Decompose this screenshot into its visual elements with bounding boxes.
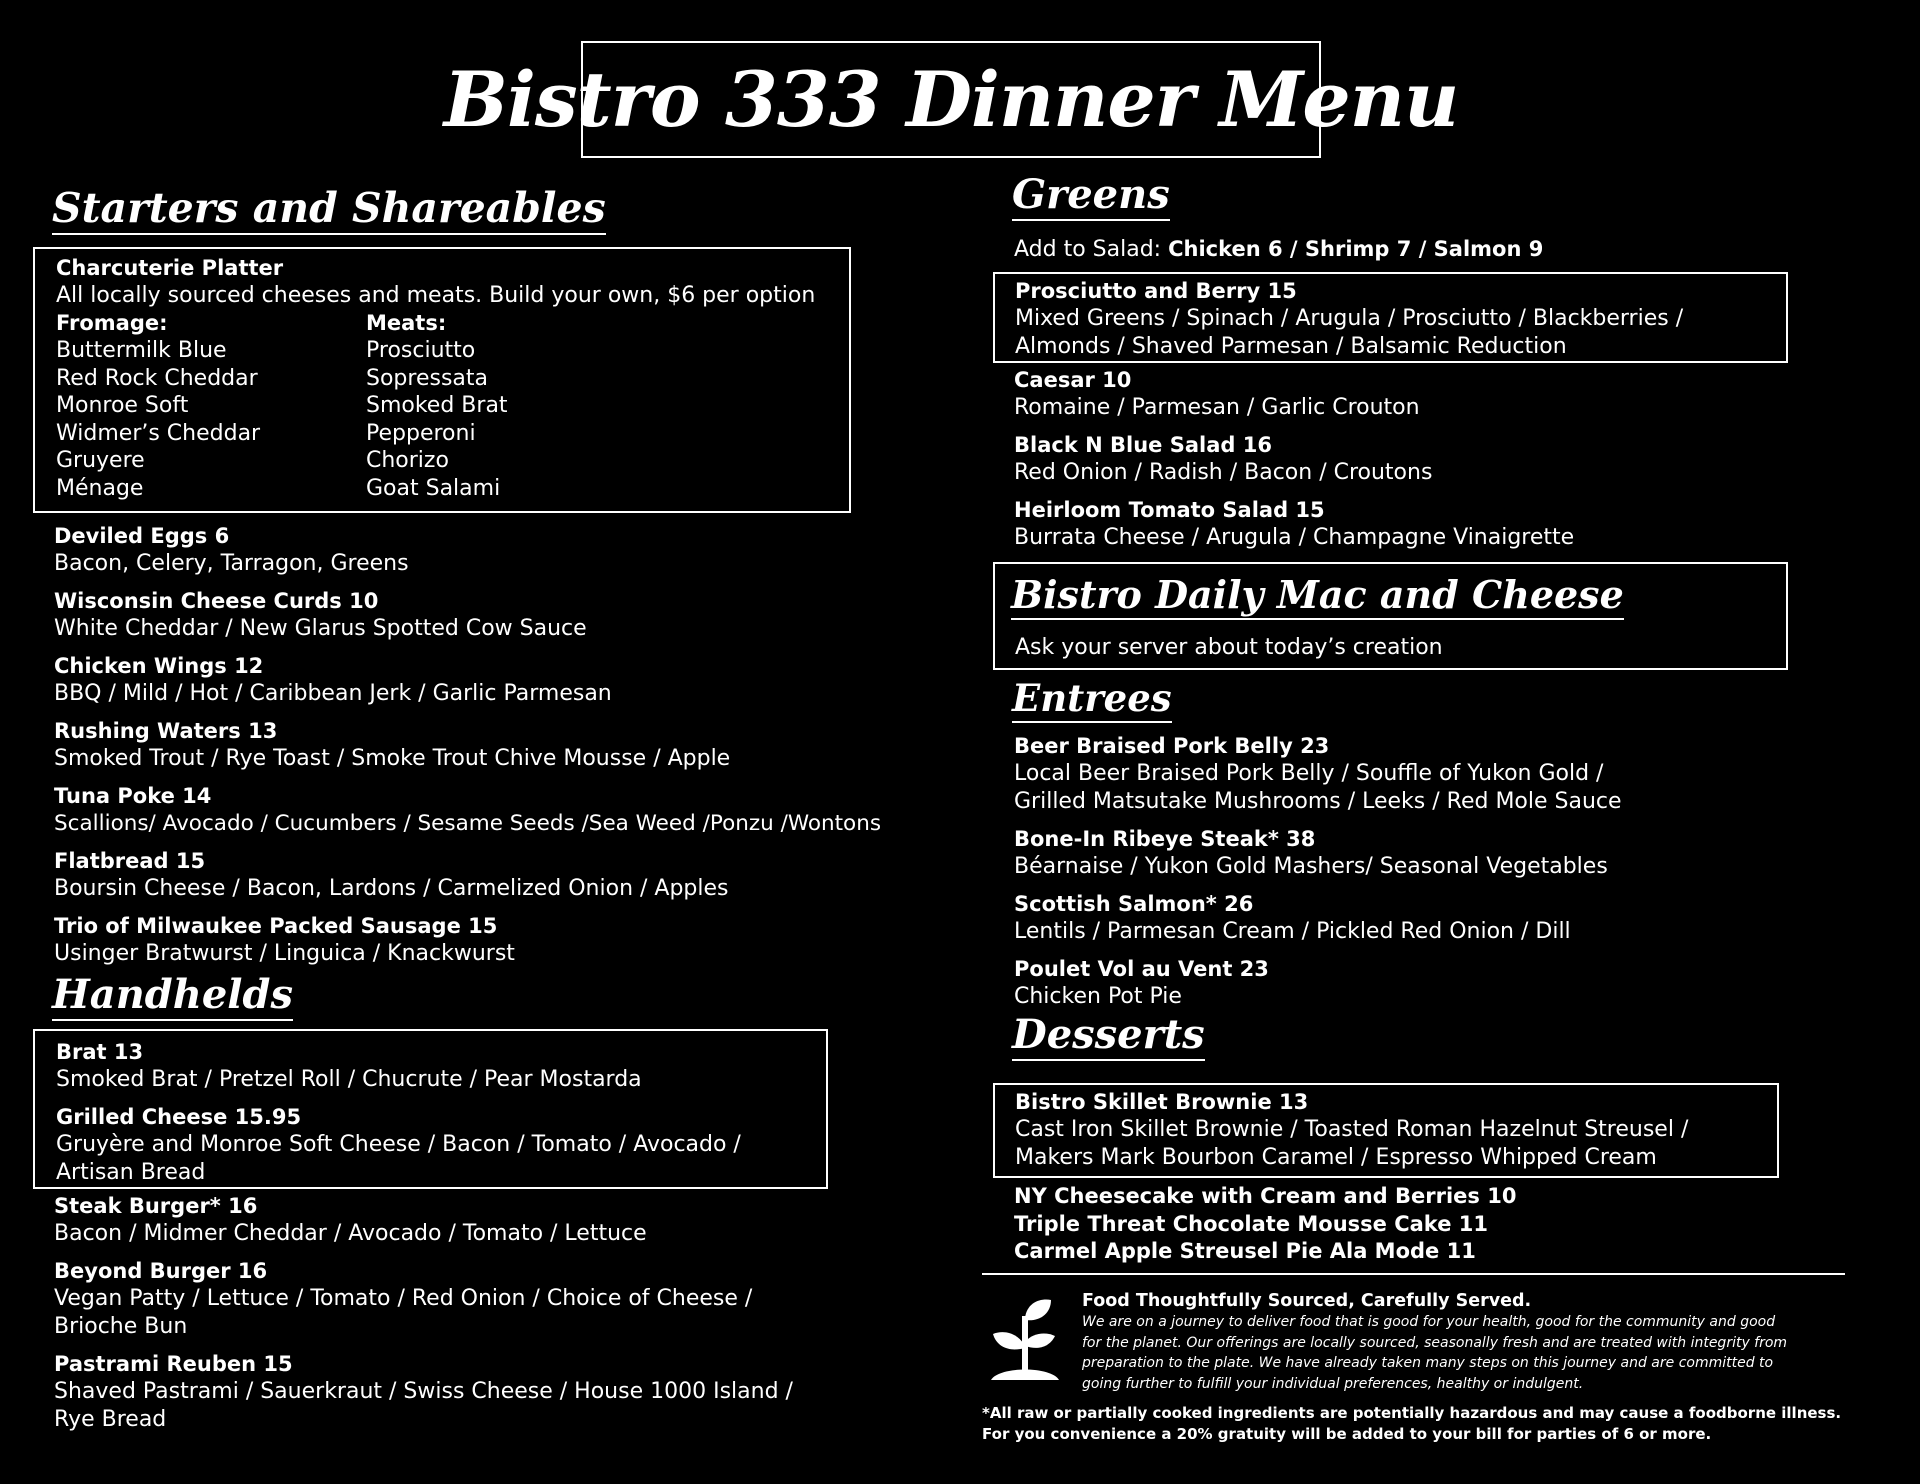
charcuterie-box	[33, 247, 851, 513]
handhelds-list	[54, 1192, 793, 1434]
item-desc: Bacon / Midmer Cheddar / Avocado / Tomato / Lettuce	[54, 1221, 647, 1246]
entrees-list	[1014, 732, 1622, 1011]
item-name: Wisconsin Cheese Curds 10	[54, 589, 379, 613]
menu-item	[1014, 496, 1574, 552]
fromage-item: Gruyere	[56, 448, 145, 473]
item-desc: Bacon, Celery, Tarragon, Greens	[54, 551, 409, 576]
handhelds-box	[33, 1029, 828, 1189]
item-desc: Usinger Bratwurst / Linguica / Knackwurst	[54, 941, 515, 966]
fromage-item: Buttermilk Blue	[56, 338, 227, 363]
item-desc: Boursin Cheese / Bacon, Lardons / Carmelized Onion / Apples	[54, 876, 729, 901]
charcuterie-options	[56, 310, 849, 503]
menu-item	[1015, 277, 1786, 361]
mac-heading: Bistro Daily Mac and Cheese	[1011, 576, 1624, 620]
fromage-item: Ménage	[56, 475, 144, 501]
item-desc: Artisan Bread	[56, 1160, 206, 1185]
footer-divider	[982, 1273, 1845, 1275]
footer-headline: Food Thoughtfully Sourced, Carefully Served.	[1082, 1291, 1532, 1311]
footer-body-line: We are on a journey to deliver food that is good for your health, good for the community and good	[1082, 1314, 1776, 1330]
item-desc: Béarnaise / Yukon Gold Mashers/ Seasonal Vegetables	[1014, 854, 1608, 879]
item-desc: Brioche Bun	[54, 1314, 188, 1339]
item-name: Black N Blue Salad 16	[1014, 433, 1272, 457]
dessert-item: Triple Threat Chocolate Mousse Cake 11	[1014, 1211, 1488, 1236]
item-desc: White Cheddar / New Glarus Spotted Cow Sauce	[54, 616, 587, 641]
menu-item	[54, 717, 881, 773]
item-name: Rushing Waters 13	[54, 719, 278, 743]
menu-item	[1014, 431, 1574, 487]
item-desc: BBQ / Mild / Hot / Caribbean Jerk / Garlic Parmesan	[54, 681, 612, 706]
handhelds-heading: Handhelds	[52, 975, 293, 1021]
menu-item	[54, 587, 881, 643]
meats-list	[366, 310, 508, 503]
item-name: Bone-In Ribeye Steak* 38	[1014, 827, 1316, 851]
meats-label: Meats:	[366, 310, 447, 335]
greens-heading: Greens	[1012, 175, 1170, 221]
menu-item	[54, 1350, 793, 1434]
fromage-list	[56, 310, 366, 503]
item-name: Heirloom Tomato Salad 15	[1014, 498, 1325, 522]
entrees-heading: Entrees	[1012, 680, 1172, 723]
item-desc: Rye Bread	[54, 1407, 167, 1432]
item-name: Deviled Eggs 6	[54, 524, 230, 548]
add-to-salad-options: Chicken 6 / Shrimp 7 / Salmon 9	[1168, 237, 1544, 261]
item-name: Poulet Vol au Vent 23	[1014, 957, 1269, 981]
desserts-heading: Desserts	[1012, 1015, 1205, 1061]
menu-item	[54, 782, 881, 838]
meat-item: Goat Salami	[366, 475, 501, 501]
footer-body-line: for the planet. Our offerings are locally sourced, seasonally fresh and are treated with integrity from	[1082, 1334, 1788, 1351]
item-name: Prosciutto and Berry 15	[1015, 279, 1297, 303]
item-desc: Chicken Pot Pie	[1014, 984, 1182, 1009]
starters-list	[54, 522, 881, 968]
mac-box	[993, 562, 1788, 670]
meat-item: Sopressata	[366, 365, 488, 391]
item-name: Flatbread 15	[54, 849, 206, 873]
meat-item: Prosciutto	[366, 338, 476, 363]
item-name: Scottish Salmon* 26	[1014, 892, 1254, 916]
charcuterie-name: Charcuterie Platter	[56, 256, 284, 280]
item-name: Beyond Burger 16	[54, 1259, 268, 1283]
footer-statement	[1082, 1290, 1787, 1394]
fromage-item: Widmer’s Cheddar	[56, 420, 261, 446]
meat-item: Smoked Brat	[366, 393, 508, 418]
menu-item	[1014, 732, 1622, 816]
menu-title-box	[443, 41, 1459, 158]
fromage-item: Red Rock Cheddar	[56, 365, 258, 391]
menu-item	[54, 1257, 793, 1341]
item-desc: Smoked Brat / Pretzel Roll / Chucrute / Pear Mostarda	[56, 1067, 642, 1092]
menu-item	[54, 652, 881, 708]
item-name: Trio of Milwaukee Packed Sausage 15	[54, 914, 498, 938]
item-desc: Gruyère and Monroe Soft Cheese / Bacon / Tomato / Avocado /	[56, 1132, 741, 1157]
menu-title: Bistro 333 Dinner Menu	[443, 54, 1459, 144]
footer-notes	[982, 1403, 1841, 1445]
greens-box	[993, 272, 1788, 363]
menu-item	[1015, 1088, 1777, 1172]
starters-heading: Starters and Shareables	[52, 188, 606, 235]
item-desc: Scallions/ Avocado / Cucumbers / Sesame Seeds /Sea Weed /Ponzu /Wontons	[54, 811, 882, 836]
charcuterie-desc: All locally sourced cheeses and meats. Build your own, $6 per option	[56, 283, 816, 308]
greens-list	[1014, 366, 1574, 552]
menu-item	[54, 847, 881, 903]
dessert-item: Carmel Apple Streusel Pie Ala Mode 11	[1014, 1239, 1476, 1263]
meat-item: Pepperoni	[366, 420, 476, 446]
footer-note: For you convenience a 20% gratuity will be added to your bill for parties of 6 or more.	[982, 1425, 1712, 1443]
fromage-item: Monroe Soft	[56, 393, 189, 418]
footer-note: *All raw or partially cooked ingredients are potentially hazardous and may cause a foodborne illness.	[982, 1404, 1842, 1422]
item-desc: Makers Mark Bourbon Caramel / Espresso Whipped Cream	[1015, 1145, 1657, 1170]
footer-body-line: going further to fulfill your individual preferences, healthy or indulgent.	[1082, 1375, 1584, 1392]
mac-desc: Ask your server about today’s creation	[1015, 635, 1443, 660]
meat-item: Chorizo	[366, 448, 449, 473]
menu-item	[54, 912, 881, 968]
item-desc: Cast Iron Skillet Brownie / Toasted Roman Hazelnut Streusel /	[1015, 1117, 1689, 1142]
item-name: Beer Braised Pork Belly 23	[1014, 734, 1330, 758]
desserts-list	[1014, 1183, 1516, 1266]
item-desc: Grilled Matsutake Mushrooms / Leeks / Red Mole Sauce	[1014, 789, 1622, 814]
item-name: Brat 13	[56, 1040, 144, 1064]
footer-body-line: preparation to the plate. We have already taken many steps on this journey and are committed to	[1082, 1355, 1774, 1371]
item-desc: Local Beer Braised Pork Belly / Souffle of Yukon Gold /	[1014, 761, 1604, 786]
item-desc: Burrata Cheese / Arugula / Champagne Vinaigrette	[1014, 525, 1575, 550]
item-name: Steak Burger* 16	[54, 1194, 258, 1218]
fromage-label: Fromage:	[56, 310, 168, 335]
item-desc: Red Onion / Radish / Bacon / Croutons	[1014, 460, 1433, 485]
menu-item	[1014, 955, 1622, 1011]
item-desc: Vegan Patty / Lettuce / Tomato / Red Onion / Choice of Cheese /	[54, 1286, 753, 1311]
menu-item	[54, 1192, 793, 1248]
menu-item	[56, 1103, 826, 1187]
item-desc: Smoked Trout / Rye Toast / Smoke Trout Chive Mousse / Apple	[54, 746, 731, 771]
item-desc: Romaine / Parmesan / Garlic Crouton	[1014, 395, 1420, 420]
add-to-salad-label: Add to Salad:	[1014, 237, 1162, 262]
dessert-item: NY Cheesecake with Cream and Berries 10	[1014, 1184, 1517, 1208]
menu-item	[1014, 890, 1622, 946]
item-name: Grilled Cheese 15.95	[56, 1105, 302, 1129]
item-desc: Shaved Pastrami / Sauerkraut / Swiss Cheese / House 1000 Island /	[54, 1379, 793, 1404]
menu-item	[56, 1038, 826, 1094]
item-name: Chicken Wings 12	[54, 654, 264, 678]
item-desc: Lentils / Parmesan Cream / Pickled Red Onion / Dill	[1014, 919, 1571, 944]
menu-item	[1014, 825, 1622, 881]
item-desc: Mixed Greens / Spinach / Arugula / Prosciutto / Blackberries /	[1015, 306, 1684, 331]
item-name: Pastrami Reuben 15	[54, 1352, 293, 1376]
desserts-box	[993, 1083, 1779, 1178]
item-name: Caesar 10	[1014, 368, 1132, 392]
add-to-salad	[1014, 236, 1543, 264]
menu-item	[1014, 366, 1574, 422]
item-name: Bistro Skillet Brownie 13	[1015, 1090, 1309, 1114]
item-desc: Almonds / Shaved Parmesan / Balsamic Reduction	[1015, 334, 1567, 359]
menu-item	[54, 522, 881, 578]
item-name: Tuna Poke 14	[54, 784, 212, 808]
plant-icon	[985, 1296, 1065, 1382]
